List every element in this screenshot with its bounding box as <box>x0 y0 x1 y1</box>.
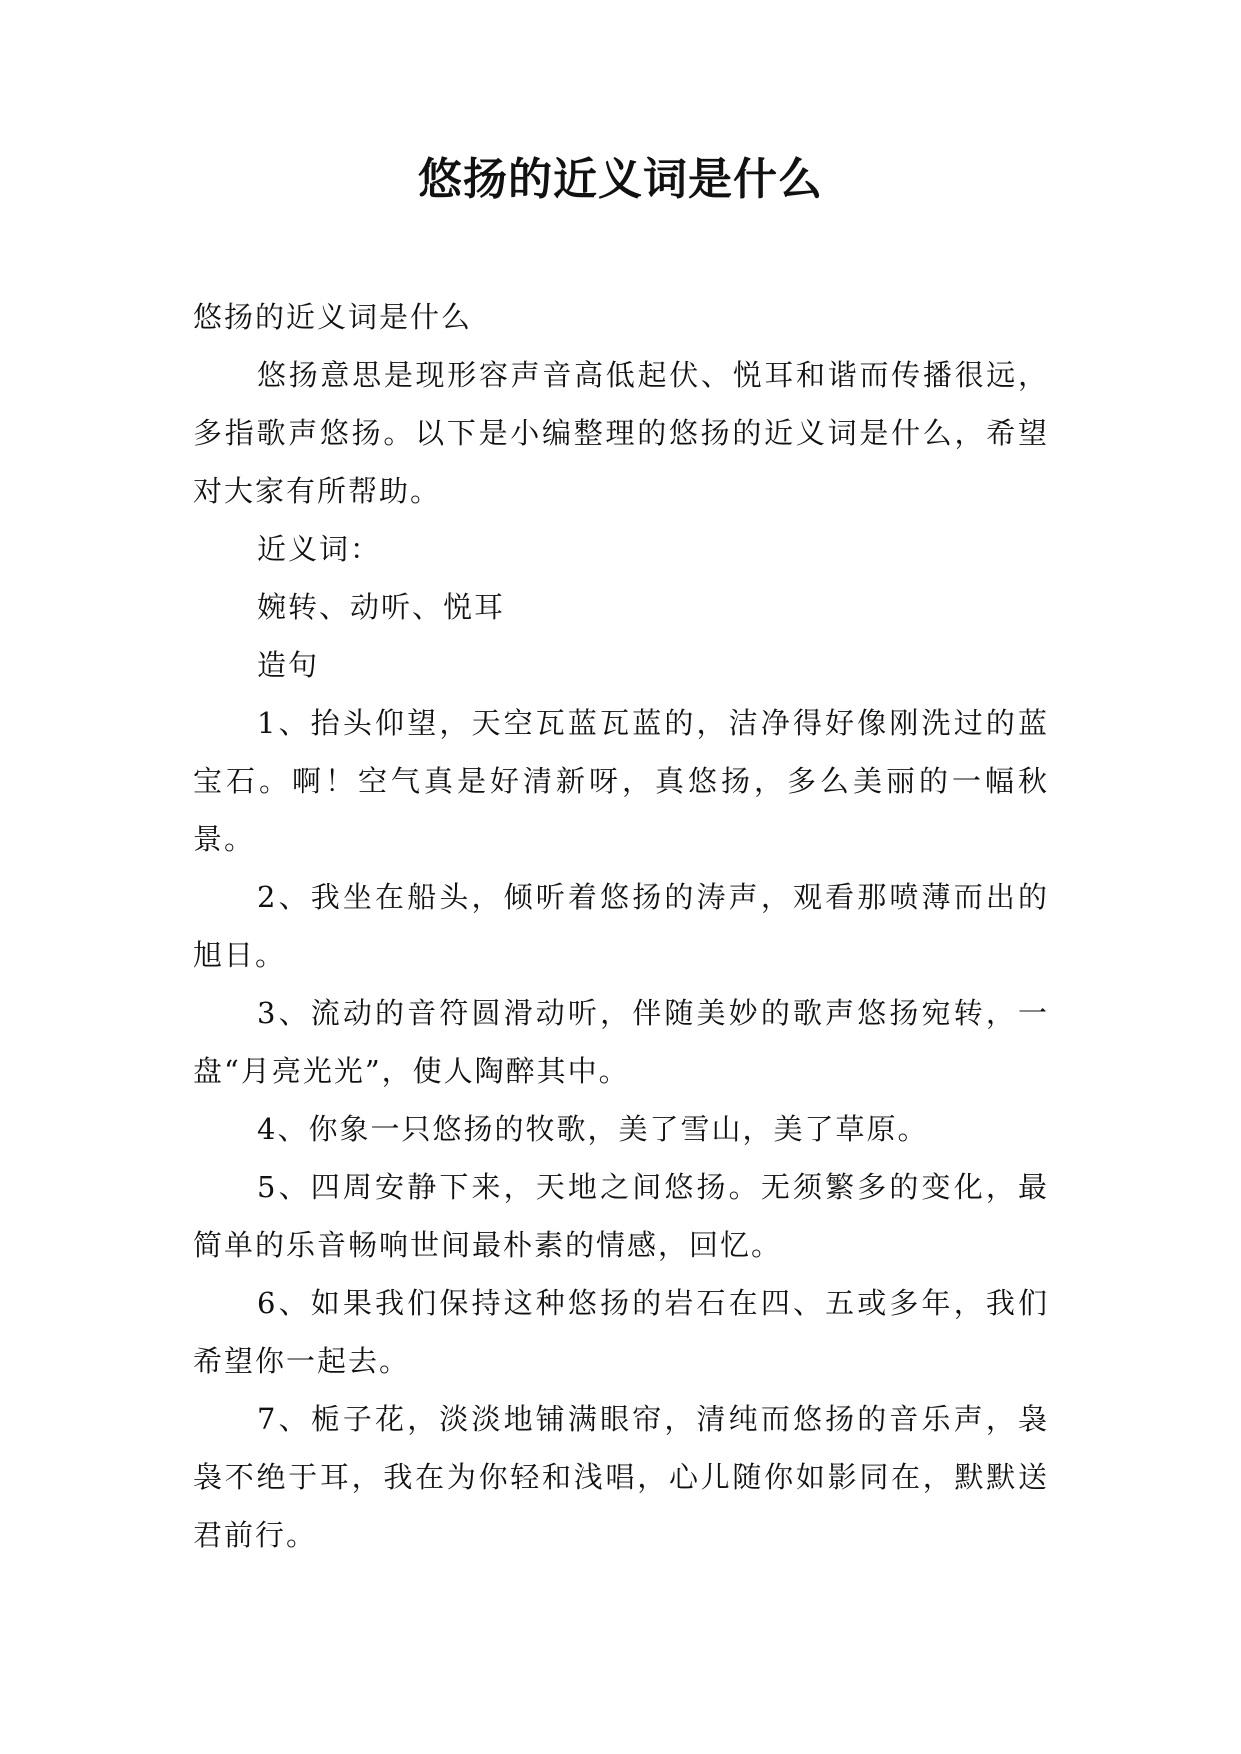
paragraph-sentence-6: 6、如果我们保持这种悠扬的岩石在四、五或多年，我们希望你一起去。 <box>193 1286 1049 1378</box>
document-body <box>193 288 1049 1564</box>
paragraph-sentence-2: 2、我坐在船头，倾听着悠扬的涛声，观看那喷薄而出的旭日。 <box>193 880 1049 972</box>
paragraph-sentence-1: 1、抬头仰望，天空瓦蓝瓦蓝的，洁净得好像刚洗过的蓝宝石。啊！空气真是好清新呀，真悠扬，多么美丽的一幅秋景。 <box>193 706 1049 856</box>
document-title: 悠扬的近义词是什么 <box>418 154 823 205</box>
paragraph-synonyms-list: 婉转、动听、悦耳 <box>257 590 506 624</box>
paragraph-sentence-7: 7、栀子花，淡淡地铺满眼帘，清纯而悠扬的音乐声，袅袅不绝于耳，我在为你轻和浅唱，心儿随你如影同在，默默送君前行。 <box>193 1402 1049 1552</box>
paragraph-synonyms-heading: 近义词： <box>257 532 382 566</box>
paragraph-intro: 悠扬意思是现形容声音高低起伏、悦耳和谐而传播很远，多指歌声悠扬。以下是小编整理的悠扬的近义词是什么，希望对大家有所帮助。 <box>193 358 1049 508</box>
paragraph-sentence-4: 4、你象一只悠扬的牧歌，美了雪山，美了草原。 <box>257 1112 929 1146</box>
paragraph-subtitle: 悠扬的近义词是什么 <box>193 300 473 334</box>
paragraph-sentence-3: 3、流动的音符圆滑动听，伴随美妙的歌声悠扬宛转，一盘“月亮光光”，使人陶醉其中。 <box>193 996 1049 1088</box>
paragraph-sentences-heading: 造句 <box>257 648 320 682</box>
paragraph-sentence-5: 5、四周安静下来，天地之间悠扬。无须繁多的变化，最简单的乐音畅响世间最朴素的情感，回忆。 <box>193 1170 1049 1262</box>
